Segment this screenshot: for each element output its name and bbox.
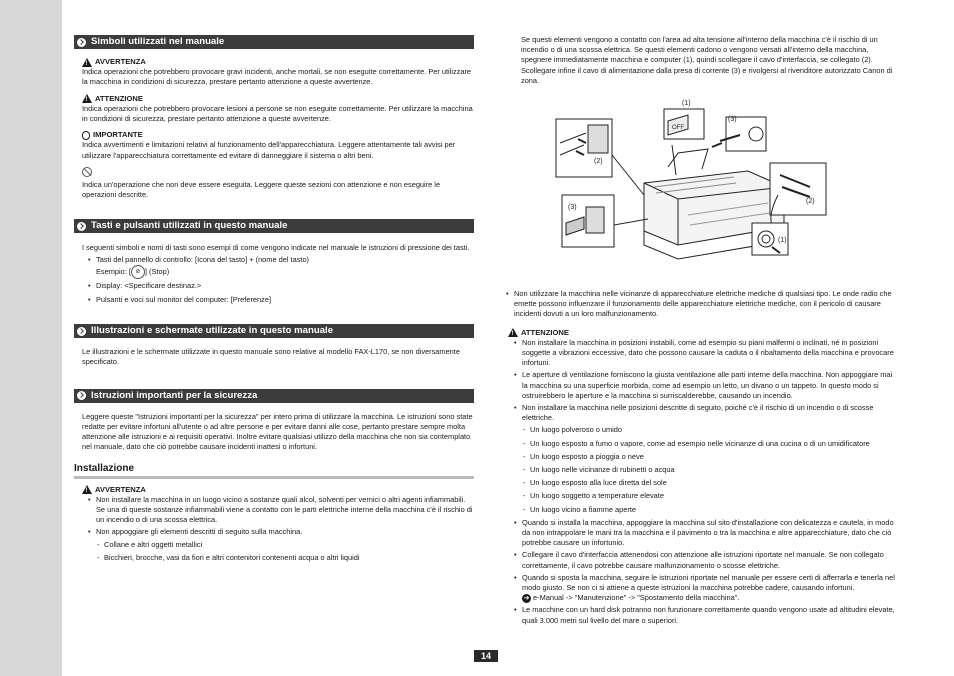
caution-item-interface-cable: • Collegare il cavo d'interfaccia attenendosi con attenzione alle istruzioni riportate nel manuale. Se non collegato correttamente, il cavo potrebbe causare malfunzionamento o scosse elettriche. — [522, 550, 898, 570]
installation-subitem-liquids: - Bicchieri, brocche, vasi da fiori e altri contenitori contenenti acqua o altri liquidi — [104, 553, 474, 563]
warning-triangle-icon — [82, 485, 92, 494]
caution-triangle-icon — [508, 328, 518, 337]
callout-2-left: (2) — [594, 158, 603, 165]
location-smoke: - Un luogo esposto a fumo o vapore, come ad esempio nelle vicinanze di una cucina o di un umidificatore — [530, 439, 898, 449]
emanual-reference[interactable]: e-Manual -> "Manutenzione" -> "Spostamento della macchina". — [533, 593, 740, 603]
disconnect-illustration — [548, 95, 830, 273]
warning-triangle-icon — [82, 58, 92, 67]
installation-item-objects: • Non appoggiare gli elementi descritti di seguito sulla macchina. - Collane e altri oggetti metallici - Bicchieri, brocche, vasi da fiori e altri contenitori contenenti acqua o altri liquidi — [96, 527, 474, 563]
medical-equipment-warning: • Non utilizzare la macchina nelle vicinanze di apparecchiature elettriche mediche di qualsiasi tipo. Le onde radio che emette possono influenzare il funzionamento delle apparecchiature elettriche mediche, con il pericolo di causare incidenti dovuti a un loro malfunzionamento. — [514, 289, 898, 320]
spill-instructions: Se questi elementi vengono a contatto con l'area ad alta tensione all'interno della macchina c'è il rischio di un incendio o di una scossa elettrica. Se questi elementi cadono o vengono versati all'interno della macchina, spegnere immediatamente macchina e computer (1), quindi scollegare il cavo d'interfaccia, se collegato (2). Scollegare infine il cavo di alimentazione dalla presa di corrente (3) e rivolgersi al rivenditore autorizzato Canon di zona. — [521, 35, 893, 85]
prohibited-icon — [82, 167, 92, 177]
caution-label: ! ATTENZIONE — [82, 94, 474, 104]
callout-1-right: (1) — [778, 237, 787, 244]
section-bullet-icon — [77, 391, 86, 400]
keys-item-monitor: • Pulsanti e voci sul monitor del computer: [Preferenze] — [96, 295, 474, 305]
off-label: OFF — [672, 125, 684, 131]
important-description: Indica avvertimenti e limitazioni relativi al funzionamento dell'apparecchiatura. Leggere attentamente tali avvisi per utilizzare l'apparecchiatura correttamente ed evitare di danneggiare il sistema o altri beni. — [82, 140, 456, 160]
callout-2-right: (2) — [806, 198, 815, 205]
keys-item-panel: • Tasti del pannello di controllo: [Icona del tasto] + (nome del tasto) Esempio: [ ⊘ ] (Stop) — [96, 255, 474, 279]
warning-description: Indica operazioni che potrebbero provocare gravi incidenti, anche mortali, se non eseguite correttamente. Per utilizzare la macchina in condizioni di sicurezza, prestare pertanto attenzione a queste avvertenze. — [82, 67, 472, 87]
location-rain: - Un luogo esposto a pioggia o neve — [530, 452, 898, 462]
section-bullet-icon — [77, 327, 86, 336]
installation-subitem-metal: - Collane e altri oggetti metallici — [104, 540, 474, 550]
location-water: - Un luogo nelle vicinanze di rubinetti o acqua — [530, 465, 898, 475]
callout-1-top: (1) — [682, 100, 691, 107]
stop-key-icon: ⊘ — [131, 265, 145, 279]
callout-3-top: (3) — [728, 116, 737, 123]
location-dusty: - Un luogo polveroso o umido — [530, 425, 898, 435]
right-column-lower — [506, 289, 898, 628]
caution-item-unstable: • Non installare la macchina in posizioni instabili, come ad esempio su piani malfermi o inclinati, né in posizioni soggette a vibrazioni eccessive, dato che possono causare la caduta o il ribaltamento della macchina e provocare infortuni. — [522, 338, 898, 369]
keys-item-display: • Display: <Specificare destinaz.> — [96, 281, 474, 291]
installation-item-flammable: • Non installare la macchina in un luogo vicino a sostanze quali alcol, solventi per vernici o altri agenti infiammabili. Se una di queste sostanze infiammabili viene a contatto con le parti elettriche interne della macchina c'è il rischio di un incendio o di una scossa elettrica. — [96, 495, 474, 526]
left-column — [74, 35, 474, 566]
installation-warning-label: ! AVVERTENZA — [82, 485, 474, 495]
emanual-link-icon: ➔ — [523, 594, 530, 602]
caution-triangle-icon — [82, 94, 92, 103]
safety-intro: Leggere queste "Istruzioni importanti per la sicurezza" per intero prima di utilizzare la macchina. Le istruzioni sono state redatte per evitare infortuni all'utente o ad altre persone e per evitare danni alle cose, pertanto prestare sempre molta attenzione alle istruzioni e ai requisiti operativi. Inoltre evitare qualsiasi utilizzo della macchina che non sia contemplato nel manuale, dato che ciò potrebbe causare incidenti inattesi o infortuni. — [82, 411, 473, 452]
prohibited-description: Indica un'operazione che non deve essere eseguita. Leggere queste sezioni con attenzione e non eseguire le operazioni descritte. — [82, 180, 441, 200]
location-sun: - Un luogo esposto alla luce diretta del sole — [530, 478, 898, 488]
caution-item-ventilation: • Le aperture di ventilazione forniscono la giusta ventilazione alle parti interne della macchina. Non appoggiare mai la macchina su una superficie morbida, come ad esempio un letto, un divano o un tappeto. In questo modo si ostruirebbero le aperture e la macchina si surriscalderebbe, causando un incendio. — [522, 370, 898, 401]
keys-intro: I seguenti simboli e nomi di tasti sono esempi di come vengono indicate nel manuale le istruzioni di pressione dei tasti. — [82, 243, 470, 253]
location-heat: - Un luogo soggetto a temperature elevate — [530, 491, 898, 501]
location-flames: - Un luogo vicino a fiamme aperte — [530, 505, 898, 515]
caution-item-install-care: • Quando si installa la macchina, appoggiare la macchina sul sito d'installazione con delicatezza e cautela, in modo da non intrappolare le mani tra la macchina e il pavimento o tra la macchina e altre apparecchiature, dato che ciò potrebbe causare un infortunio. — [522, 518, 898, 549]
caution-label-right: ! ATTENZIONE — [508, 328, 898, 338]
section-header-keys: Tasti e pulsanti utilizzati in questo manuale — [74, 219, 474, 233]
important-label: IMPORTANTE — [82, 130, 474, 140]
page-margin-bar — [0, 0, 62, 676]
section-header-symbols: Simboli utilizzati nel manuale — [74, 35, 474, 49]
caution-description: Indica operazioni che potrebbero provocare lesioni a persone se non eseguite correttamente. Per utilizzare la macchina in condizioni di sicurezza, prestare pertanto attenzione a queste avvertenze. — [82, 103, 473, 124]
warning-label: ! AVVERTENZA — [82, 57, 474, 67]
section-bullet-icon — [77, 222, 86, 231]
section-header-safety: Istruzioni importanti per la sicurezza — [74, 389, 474, 403]
illustrations-text: Le illustrazioni e le schermate utilizzate in questo manuale sono relative al modello FAX-L170, se non diversamente specificato. — [82, 347, 460, 367]
caution-item-locations: • Non installare la macchina nelle posizioni descritte di seguito, poiché c'è il rischio di un incendio o di scosse elettriche. - Un luogo polveroso o umido - Un luogo esposto a fumo o vapore, come ad esempio nelle vicinanze di una cucina o di un umidificatore - Un luogo esposto a pioggia o neve - Un luogo nelle vicinanze di rubinetti o acqua - Un luogo esposto alla luce diretta del sole - Un luogo soggetto a temperature elevate - Un luogo vicino a fiamme aperte — [522, 403, 898, 515]
installation-heading: Installazione — [74, 464, 474, 478]
important-icon — [82, 131, 90, 140]
section-bullet-icon — [77, 38, 86, 47]
callout-3-left: (3) — [568, 204, 577, 211]
right-column — [506, 35, 898, 86]
caution-item-altitude: • Le macchine con un hard disk potranno non funzionare correttamente quando vengono usate ad altitudini elevate, quali 3.000 metri sul livello del mare o superiori. — [522, 605, 898, 625]
page-number: 14 — [474, 650, 498, 662]
section-header-illustrations: Illustrazioni e schermate utilizzate in questo manuale — [74, 324, 474, 338]
caution-item-moving: • Quando si sposta la macchina, seguire le istruzioni riportate nel manuale per essere certi di afferrarla e tenerla nel modo giusto. Se non ci si attiene a queste istruzioni la macchina potrebbe cadere, causando infortuni. ➔ e-Manual -> "Manutenzione" -> "Spostamento della macchina". — [522, 573, 898, 604]
